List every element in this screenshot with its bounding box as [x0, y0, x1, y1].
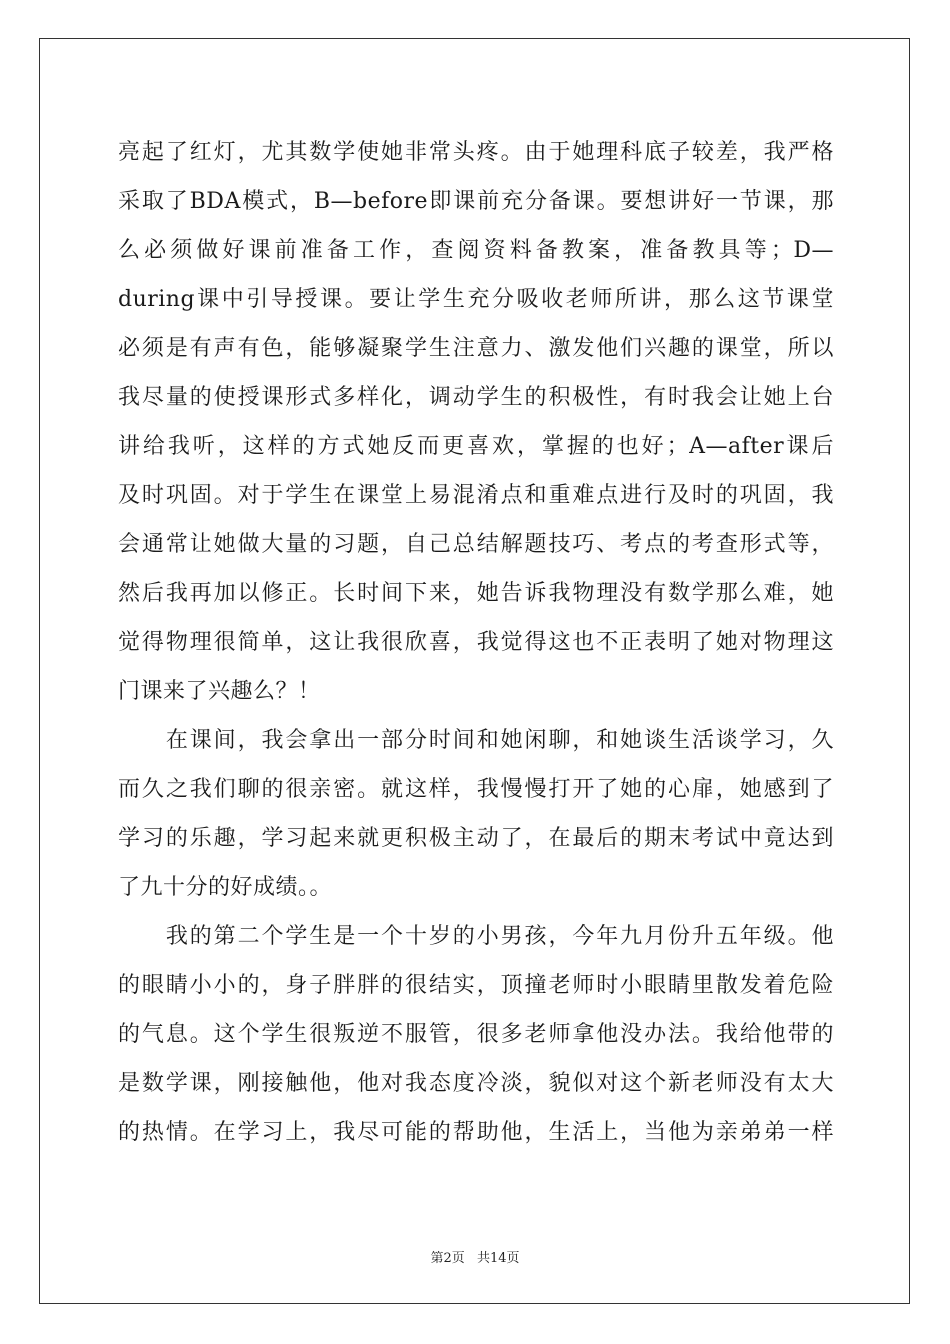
text-line-6: 我尽量的使授课形式多样化，调动学生的积极性，有时我会让她上台 — [118, 385, 834, 410]
text-line-19: 的气息。这个学生很叛逆不服管，很多老师拿他没办法。我给他带的 — [118, 1022, 834, 1047]
text-line-16: 了九十分的好成绩。。 — [118, 875, 333, 900]
page-total: 共14页 — [476, 1251, 520, 1266]
text-line-18: 的眼睛小小的，身子胖胖的很结实，顶撞老师时小眼睛里散发着危险 — [118, 973, 834, 998]
page-number: 第2页 — [430, 1251, 465, 1266]
text-line-15: 学习的乐趣，学习起来就更积极主动了，在最后的期末考试中竟达到 — [118, 826, 834, 851]
text-line-8: 及时巩固。对于学生在课堂上易混淆点和重难点进行及时的巩固，我 — [118, 483, 834, 508]
text-line-4: during课中引导授课。要让学生充分吸收老师所讲，那么这节课堂 — [118, 287, 834, 312]
text-line-10: 然后我再加以修正。长时间下来，她告诉我物理没有数学那么难，她 — [118, 581, 834, 606]
text-line-17: 我的第二个学生是一个十岁的小男孩，今年九月份升五年级。他 — [118, 924, 834, 949]
text-line-21: 的热情。在学习上，我尽可能的帮助他，生活上，当他为亲弟弟一样 — [118, 1120, 834, 1145]
text-line-11: 觉得物理很简单，这让我很欣喜，我觉得这也不正表明了她对物理这 — [118, 630, 834, 655]
text-line-13: 在课间，我会拿出一部分时间和她闲聊，和她谈生活谈学习，久 — [118, 728, 834, 753]
text-line-20: 是数学课，刚接触他，他对我态度冷淡，貌似对这个新老师没有太大 — [118, 1071, 834, 1096]
document-body — [118, 128, 834, 1157]
text-line-9: 会通常让她做大量的习题，自己总结解题技巧、考点的考查形式等， — [118, 532, 834, 557]
page-footer — [0, 1247, 950, 1266]
text-line-1: 亮起了红灯，尤其数学使她非常头疼。由于她理科底子较差，我严格 — [118, 140, 834, 165]
text-line-14: 而久之我们聊的很亲密。就这样，我慢慢打开了她的心扉，她感到了 — [118, 777, 834, 802]
text-line-2: 采取了BDA模式，B—before即课前充分备课。要想讲好一节课，那 — [118, 189, 834, 214]
text-line-7: 讲给我听，这样的方式她反而更喜欢，掌握的也好；A—after课后 — [118, 434, 834, 459]
text-line-3: 么必须做好课前准备工作，查阅资料备教案，准备教具等；D— — [118, 238, 834, 263]
text-line-5: 必须是有声有色，能够凝聚学生注意力、激发他们兴趣的课堂，所以 — [118, 336, 834, 361]
text-line-12: 门课来了兴趣么？！ — [118, 679, 321, 704]
